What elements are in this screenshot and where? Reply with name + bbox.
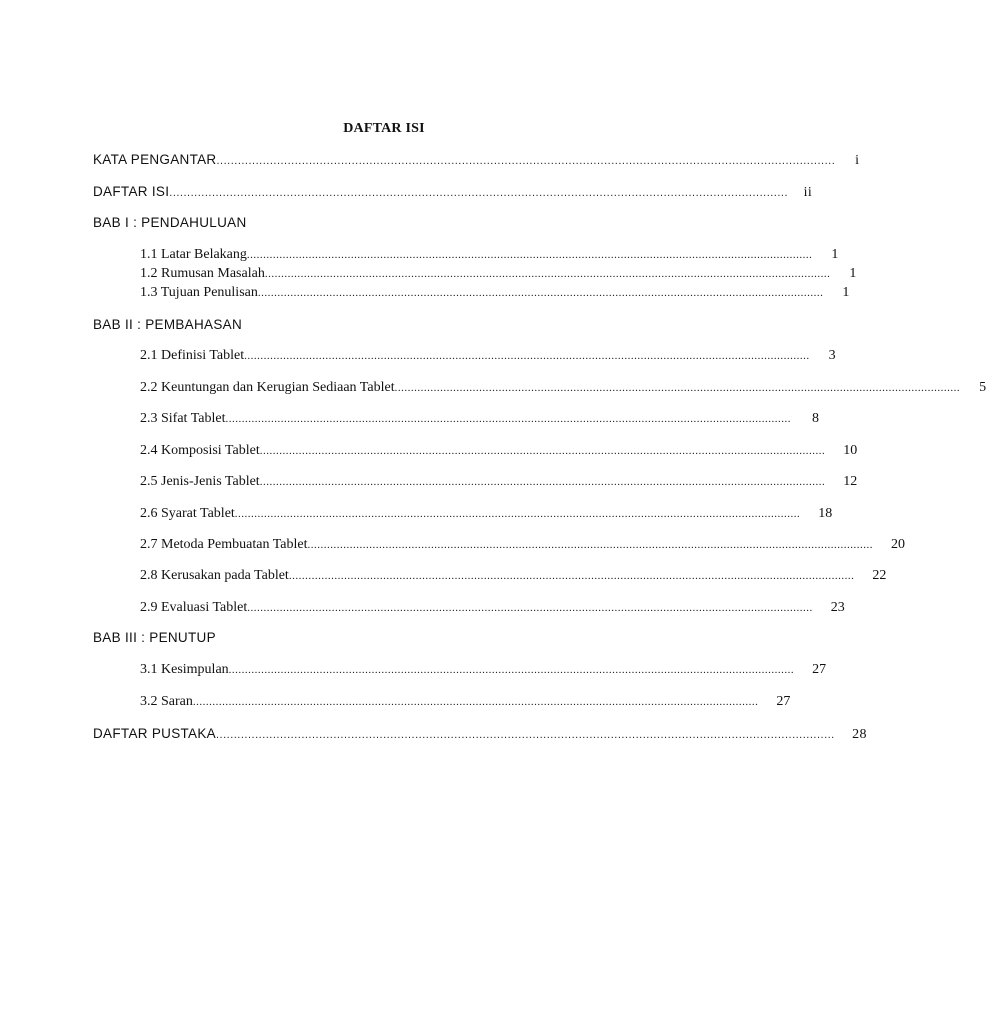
toc-entry-label: 2.8 Kerusakan pada Tablet (140, 568, 289, 583)
dot-leader: .............................................................................................................................................................................. (234, 508, 801, 520)
toc-entry-page: i (855, 153, 860, 168)
toc-entry-page: 27 (776, 694, 791, 709)
toc-chapter-heading: BAB II : PEMBAHASAN (93, 317, 242, 332)
toc-entry-page: 1 (849, 266, 857, 281)
toc-entry-page: 27 (812, 662, 827, 677)
toc-entry-page: 23 (830, 600, 845, 615)
toc-entry-daftar-isi (93, 184, 813, 204)
toc-entry-tujuan-penulisan (140, 285, 850, 305)
toc-entry-page: 10 (843, 443, 858, 458)
toc-entry-label: 3.2 Saran (140, 694, 193, 709)
toc-entry-page: 5 (979, 380, 986, 395)
toc-entry-komposisi-tablet (140, 443, 858, 463)
toc-title: DAFTAR ISI (343, 121, 425, 136)
dot-leader: .............................................................................................................................................................................. (216, 155, 836, 167)
toc-entry-page: 28 (852, 727, 867, 742)
toc-entry-label: 2.3 Sifat Tablet (140, 411, 226, 426)
toc-entry-definisi-tablet (140, 348, 836, 368)
toc-entry-label: 2.4 Komposisi Tablet (140, 443, 260, 458)
dot-leader: .............................................................................................................................................................................. (169, 187, 789, 199)
toc-entry-label: 3.1 Kesimpulan (140, 662, 229, 677)
dot-leader: .............................................................................................................................................................................. (264, 268, 831, 280)
toc-entry-page: 1 (842, 285, 850, 300)
toc-entry-jenis-jenis-tablet (140, 474, 858, 494)
toc-entry-page: ii (803, 185, 813, 200)
dot-leader: .............................................................................................................................................................................. (247, 602, 813, 614)
toc-entry-keuntungan-kerugian (140, 380, 986, 400)
toc-chapter-heading: BAB III : PENUTUP (93, 630, 216, 645)
toc-entry-syarat-tablet (140, 506, 833, 526)
dot-leader: .............................................................................................................................................................................. (192, 696, 759, 708)
dot-leader: .............................................................................................................................................................................. (228, 664, 795, 676)
toc-entry-label: 2.7 Metoda Pembuatan Tablet (140, 537, 308, 552)
toc-entry-kerusakan-tablet (140, 568, 887, 588)
toc-entry-label: 2.5 Jenis-Jenis Tablet (140, 474, 260, 489)
toc-entry-kata-pengantar (93, 152, 860, 172)
toc-entry-sifat-tablet (140, 411, 819, 431)
toc-entry-daftar-pustaka (93, 726, 867, 746)
toc-entry-label: DAFTAR ISI (93, 184, 170, 199)
dot-leader: .............................................................................................................................................................................. (225, 413, 791, 425)
dot-leader: .............................................................................................................................................................................. (288, 570, 855, 582)
dot-leader: .............................................................................................................................................................................. (244, 350, 810, 362)
dot-leader: .............................................................................................................................................................................. (259, 445, 826, 457)
toc-entry-label: 1.3 Tujuan Penulisan (140, 285, 258, 300)
dot-leader: .............................................................................................................................................................................. (257, 287, 824, 299)
toc-entry-label: 2.1 Definisi Tablet (140, 348, 245, 363)
toc-entry-page: 1 (831, 247, 839, 262)
toc-entry-latar-belakang (140, 247, 839, 267)
dot-leader: .............................................................................................................................................................................. (394, 382, 961, 394)
toc-entry-saran (140, 694, 791, 714)
toc-entry-label: DAFTAR PUSTAKA (93, 726, 216, 741)
toc-entry-kesimpulan (140, 662, 827, 682)
toc-entry-metoda-pembuatan (140, 537, 906, 557)
dot-leader: .............................................................................................................................................................................. (215, 729, 835, 741)
toc-entry-label: 2.9 Evaluasi Tablet (140, 600, 248, 615)
toc-entry-label: 1.2 Rumusan Masalah (140, 266, 265, 281)
toc-entry-page: 18 (818, 506, 833, 521)
toc-entry-label: 1.1 Latar Belakang (140, 247, 247, 262)
toc-chapter-heading: BAB I : PENDAHULUAN (93, 215, 247, 230)
dot-leader: .............................................................................................................................................................................. (307, 539, 874, 551)
toc-entry-label: KATA PENGANTAR (93, 152, 217, 167)
toc-entry-evaluasi-tablet (140, 600, 845, 620)
toc-entry-label: 2.6 Syarat Tablet (140, 506, 235, 521)
toc-entry-rumusan-masalah (140, 266, 857, 286)
toc-entry-label: 2.2 Keuntungan dan Kerugian Sediaan Tablet (140, 380, 395, 395)
toc-entry-page: 3 (828, 348, 836, 363)
toc-entry-page: 20 (891, 537, 906, 552)
dot-leader: .............................................................................................................................................................................. (246, 249, 813, 261)
toc-entry-page: 12 (843, 474, 858, 489)
toc-entry-page: 22 (872, 568, 887, 583)
dot-leader: .............................................................................................................................................................................. (259, 476, 826, 488)
toc-entry-page: 8 (811, 411, 819, 426)
